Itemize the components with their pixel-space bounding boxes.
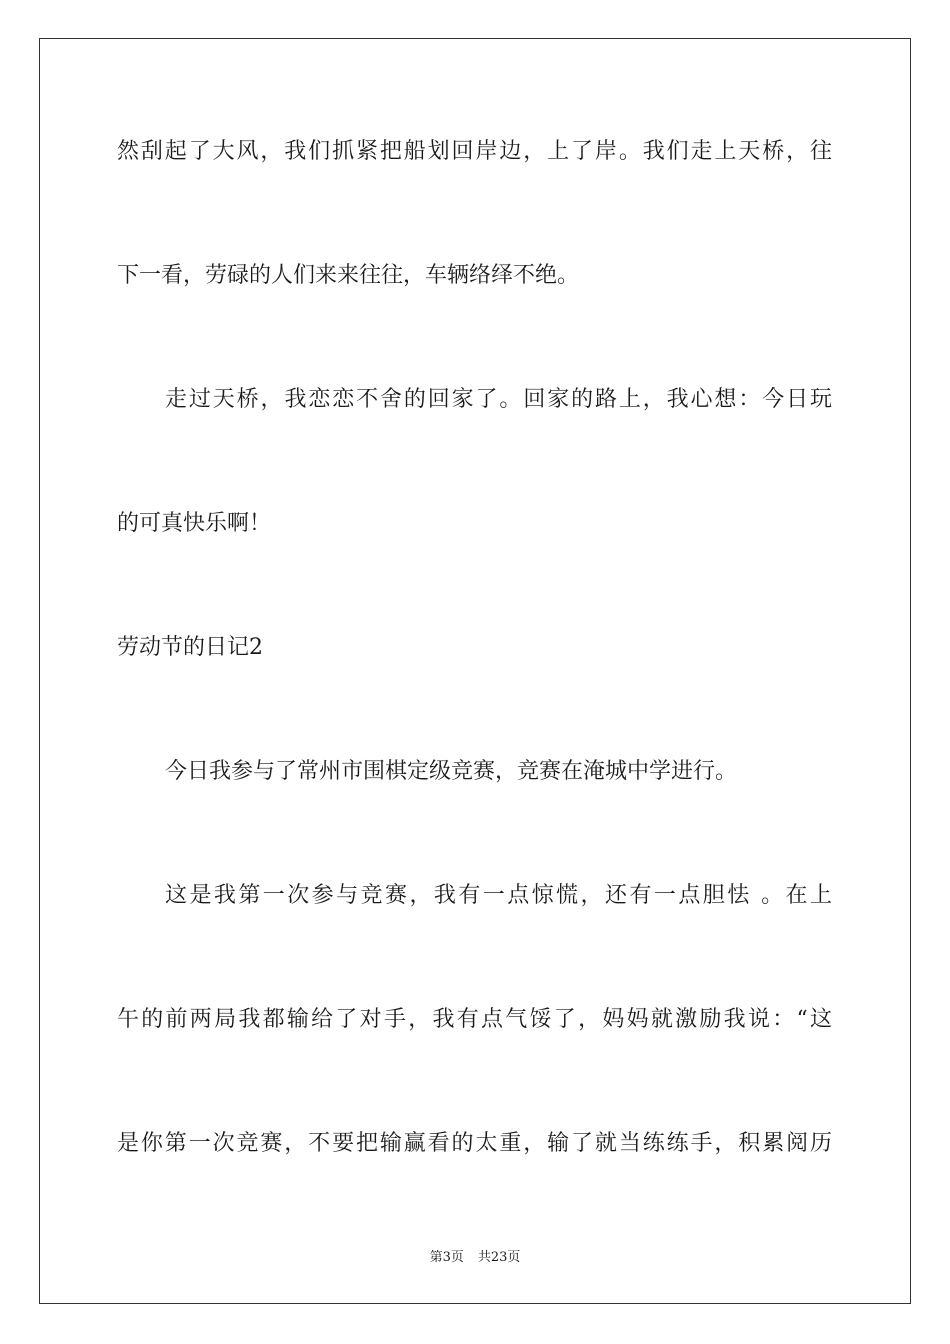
paragraph-line: 今日我参与了常州市围棋定级竞赛，竞赛在淹城中学进行。 <box>165 759 738 784</box>
page-total: 共23页 <box>477 1250 521 1265</box>
section-heading: 劳动节的日记2 <box>117 635 263 660</box>
paragraph-line: 的可真快乐啊！ <box>117 511 272 536</box>
paragraph-line: 是你第一次竞赛，不要把输赢看的太重，输了就当练练手，积累阅历 <box>117 1131 832 1156</box>
page-footer <box>0 1246 950 1265</box>
page-border <box>39 38 911 1304</box>
paragraph-line: 下一看，劳碌的人们来来往往，车辆络绎不绝。 <box>117 263 580 288</box>
paragraph-line: 午的前两局我都输给了对手，我有点气馁了，妈妈就激励我说：“这 <box>117 1007 832 1032</box>
paragraph-line: 这是我第一次参与竞赛，我有一点惊慌，还有一点胆怯 。在上 <box>165 883 832 908</box>
page-number: 第3页 <box>429 1250 464 1265</box>
paragraph-line: 走过天桥，我恋恋不舍的回家了。回家的路上，我心想：今日玩 <box>165 387 832 412</box>
paragraph-line: 然刮起了大风，我们抓紧把船划回岸边，上了岸。我们走上天桥，往 <box>117 139 832 164</box>
